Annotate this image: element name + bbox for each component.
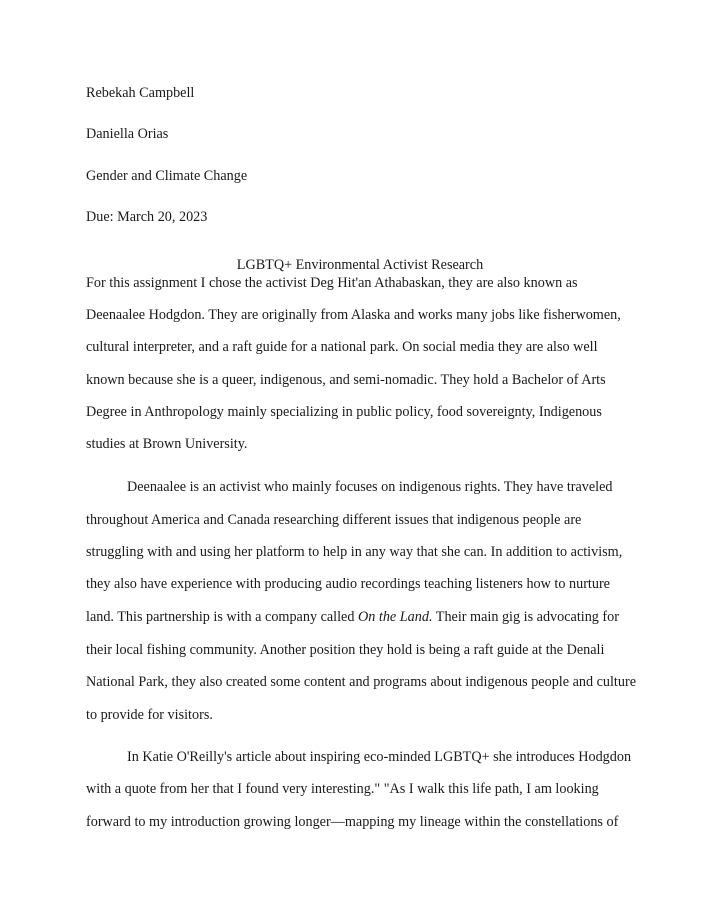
paragraph-2-line: Deenaalee is an activist who mainly focuses on indigenous rights. They have traveled (127, 479, 613, 495)
due-date: Due: March 20, 2023 (86, 209, 208, 225)
paragraph-3-line: with a quote from her that I found very interesting." "As I walk this life path, I am looking (86, 781, 599, 797)
paragraph-2-line (86, 610, 619, 624)
author-name: Rebekah Campbell (86, 85, 195, 101)
paragraph-1-line: cultural interpreter, and a raft guide for a national park. On social media they are also well (86, 339, 598, 355)
paragraph-1-line: Degree in Anthropology mainly specializing in public policy, food sovereignty, Indigenous (86, 404, 602, 420)
paragraph-2-line: throughout America and Canada researching different issues that indigenous people are (86, 512, 582, 528)
document-title: LGBTQ+ Environmental Activist Research (236, 257, 484, 273)
paragraph-2-text: land. This partnership is with a company called (86, 609, 358, 625)
paragraph-1-line: Deenaalee Hodgdon. They are originally from Alaska and works many jobs like fisherwomen, (86, 307, 621, 323)
paragraph-1-line: studies at Brown University. (86, 436, 248, 452)
paragraph-2-line: their local fishing community. Another position they hold is being a raft guide at the Denali (86, 642, 605, 658)
course-name: Gender and Climate Change (86, 168, 248, 184)
paragraph-2-line: National Park, they also created some content and programs about indigenous people and culture (86, 674, 636, 690)
paragraph-2-line: struggling with and using her platform to help in any way that she can. In addition to activism, (86, 544, 623, 560)
paragraph-1-line: For this assignment I chose the activist Deg Hit'an Athabaskan, they are also known as (86, 275, 578, 291)
paragraph-1-line: known because she is a queer, indigenous, and semi-nomadic. They hold a Bachelor of Arts (86, 372, 606, 388)
paragraph-2-line: they also have experience with producing audio recordings teaching listeners how to nurture (86, 576, 610, 592)
instructor-name: Daniella Orias (86, 126, 169, 142)
company-name: On the Land. (358, 609, 433, 625)
paragraph-2-text: Their main gig is advocating for (432, 609, 619, 625)
paragraph-3-line: In Katie O'Reilly's article about inspiring eco-minded LGBTQ+ she introduces Hodgdon (127, 749, 632, 765)
paragraph-3-line: forward to my introduction growing longer—mapping my lineage within the constellations of (86, 814, 619, 830)
paragraph-2-line: to provide for visitors. (86, 707, 213, 723)
